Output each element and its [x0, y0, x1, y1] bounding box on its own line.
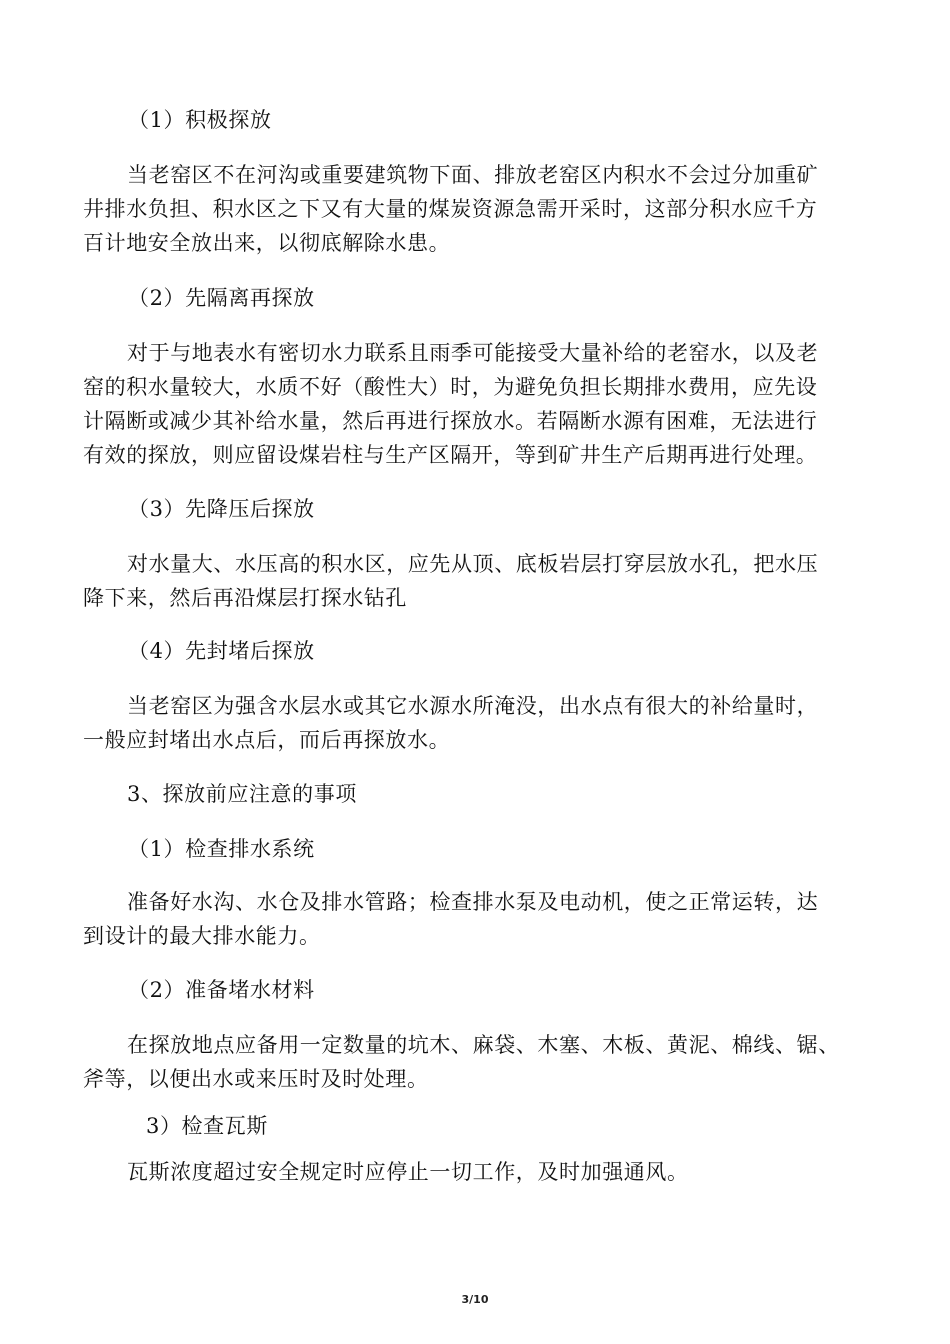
paragraph-line: 井排水负担、积水区之下又有大量的煤炭资源急需开采时，这部分积水应千方 [83, 197, 818, 221]
heading-5: （1）检查排水系统 [128, 837, 315, 861]
paragraph-line: 对于与地表水有密切水力联系且雨季可能接受大量补给的老窑水，以及老 [127, 341, 819, 365]
paragraph-line: 准备好水沟、水仓及排水管路；检查排水泵及电动机，使之正常运转，达 [127, 890, 819, 914]
heading-1: （1）积极探放 [128, 108, 272, 132]
paragraph-line: 到设计的最大排水能力。 [83, 924, 321, 948]
heading-7: 3）检查瓦斯 [146, 1114, 268, 1138]
paragraph-line: 降下来，然后再沿煤层打探水钻孔 [83, 586, 407, 610]
paragraph-line: 瓦斯浓度超过安全规定时应停止一切工作，及时加强通风。 [127, 1160, 689, 1184]
paragraph-line: 有效的探放，则应留设煤岩柱与生产区隔开，等到矿井生产后期再进行处理。 [83, 443, 818, 467]
page-number: 3/10 [461, 1293, 489, 1306]
paragraph-line: 当老窑区不在河沟或重要建筑物下面、排放老窑区内积水不会过分加重矿 [127, 163, 819, 187]
paragraph-line: 百计地安全放出来，以彻底解除水患。 [83, 231, 451, 255]
heading-2: （2）先隔离再探放 [128, 286, 315, 310]
heading-4: （4）先封堵后探放 [128, 639, 315, 663]
heading-6: （2）准备堵水材料 [128, 978, 315, 1002]
section-heading: 3、探放前应注意的事项 [127, 782, 357, 806]
paragraph-line: 斧等，以便出水或来压时及时处理。 [83, 1067, 429, 1091]
paragraph-line: 在探放地点应备用一定数量的坑木、麻袋、木塞、木板、黄泥、棉线、锯、 [127, 1033, 840, 1057]
paragraph-line: 计隔断或减少其补给水量，然后再进行探放水。若隔断水源有困难，无法进行 [83, 409, 818, 433]
paragraph-line: 当老窑区为强含水层水或其它水源水所淹没，出水点有很大的补给量时， [127, 694, 819, 718]
paragraph-line: 对水量大、水压高的积水区，应先从顶、底板岩层打穿层放水孔，把水压 [127, 552, 819, 576]
paragraph-line: 一般应封堵出水点后，而后再探放水。 [83, 728, 451, 752]
paragraph-line: 窑的积水量较大，水质不好（酸性大）时，为避免负担长期排水费用，应先设 [83, 375, 818, 399]
heading-3: （3）先降压后探放 [128, 497, 315, 521]
